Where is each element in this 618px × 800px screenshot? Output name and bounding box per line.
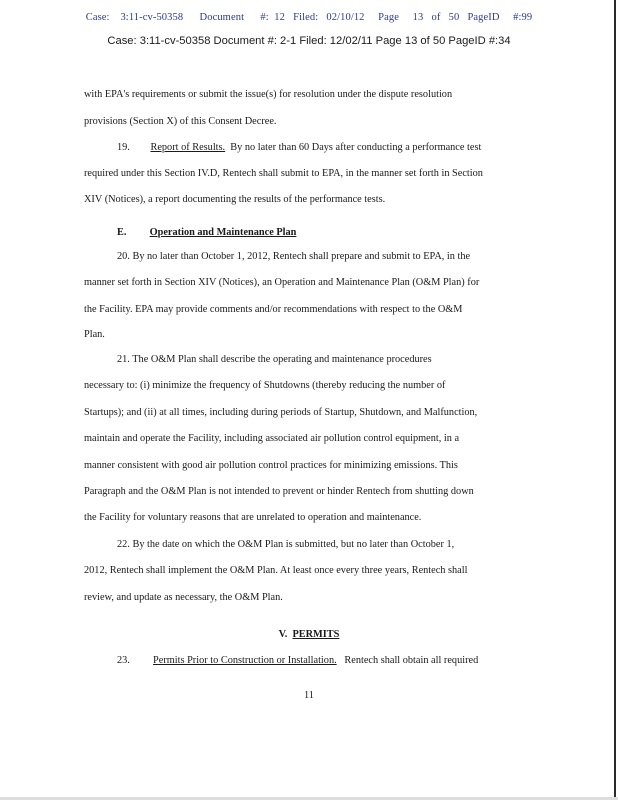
section-number: V. xyxy=(278,629,288,640)
section-title: Operation and Maintenance Plan xyxy=(149,227,297,238)
body-line: manner consistent with good air pollution control practices for minimizing emissions. This xyxy=(84,460,458,471)
paragraph-text: Rentech shall obtain all required xyxy=(344,655,479,666)
body-line: XIV (Notices), a report documenting the results of the performance tests. xyxy=(84,194,386,205)
section-v-heading xyxy=(0,628,618,642)
section-title: PERMITS xyxy=(292,629,340,640)
section-letter: E. xyxy=(117,227,127,238)
body-line: the Facility. EPA may provide comments and/or recommendations with respect to the O&M xyxy=(84,304,463,315)
paragraph-number: 19. xyxy=(117,142,130,153)
paragraph-number: 23. xyxy=(117,655,130,666)
paragraph-text: By no later than 60 Days after conducting a performance test xyxy=(230,142,482,153)
body-line: required under this Section IV.D, Rentech shall submit to EPA, in the manner set forth in Section xyxy=(84,168,483,179)
paragraph-title: Report of Results. xyxy=(150,142,226,153)
paragraph-title: Permits Prior to Construction or Installation. xyxy=(153,655,337,666)
body-line: 20. By no later than October 1, 2012, Rentech shall prepare and submit to EPA, in the xyxy=(117,251,471,262)
paragraph-23-line-1 xyxy=(117,654,478,668)
body-line: with EPA's requirements or submit the issue(s) for resolution under the dispute resolution xyxy=(84,89,453,100)
body-line: review, and update as necessary, the O&M Plan. xyxy=(84,592,283,603)
paragraph-19-line-1 xyxy=(117,141,481,155)
body-line: Startups); and (ii) at all times, including during periods of Startup, Shutdown, and Malfunction, xyxy=(84,407,478,418)
body-line: necessary to: (i) minimize the frequency of Shutdowns (thereby reducing the number of xyxy=(84,380,446,391)
court-filing-header: Case: 3:11-cv-50358 Document #: 12 Filed: 02/10/12 Page 13 of 50 PageID #:99 xyxy=(85,12,533,23)
body-line: manner set forth in Section XIV (Notices), an Operation and Maintenance Plan (O&M Plan) for xyxy=(84,277,480,288)
body-line: provisions (Section X) of this Consent Decree. xyxy=(84,116,277,127)
page-number: 11 xyxy=(304,690,314,701)
section-e-heading xyxy=(117,226,296,240)
original-filing-header: Case: 3:11-cv-50358 Document #: 2-1 Filed: 12/02/11 Page 13 of 50 PageID #:34 xyxy=(107,35,511,47)
body-line: Plan. xyxy=(84,329,105,340)
body-line: maintain and operate the Facility, including associated air pollution control equipment, in a xyxy=(84,433,460,444)
body-line: Paragraph and the O&M Plan is not intended to prevent or hinder Rentech from shutting down xyxy=(84,486,474,497)
body-line: 22. By the date on which the O&M Plan is submitted, but no later than October 1, xyxy=(117,539,455,550)
scan-edge-line xyxy=(614,0,616,800)
body-line: 21. The O&M Plan shall describe the operating and maintenance procedures xyxy=(117,354,432,365)
body-line: the Facility for voluntary reasons that are unrelated to operation and maintenance. xyxy=(84,512,422,523)
body-line: 2012, Rentech shall implement the O&M Plan. At least once every three years, Rentech shall xyxy=(84,565,468,576)
